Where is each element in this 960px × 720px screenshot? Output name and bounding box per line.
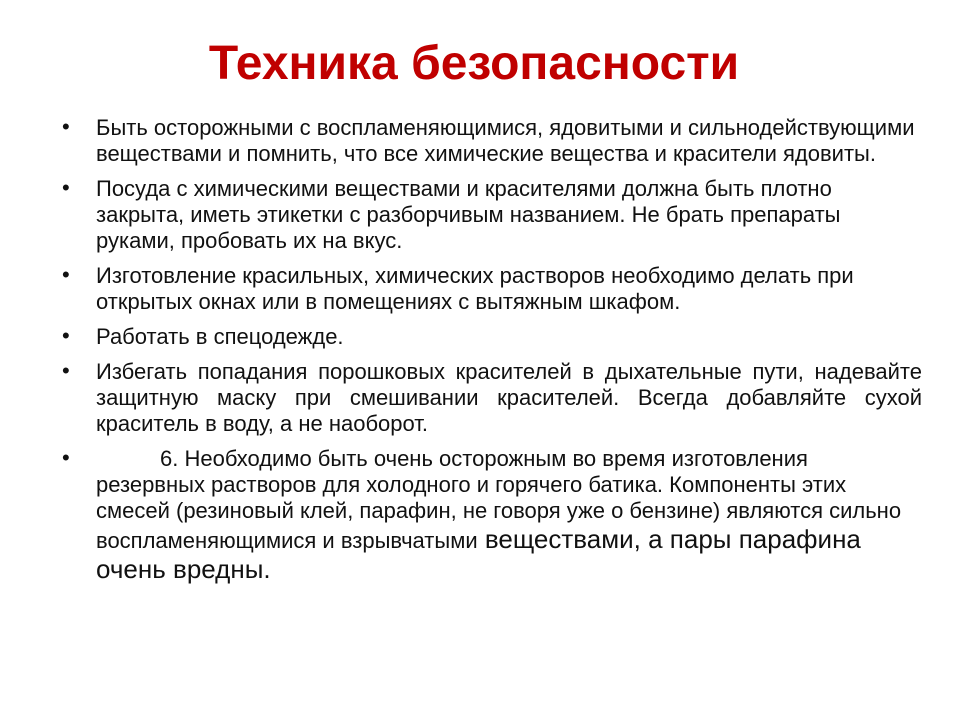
bullet-text: Работать в спецодежде. <box>96 324 344 349</box>
bullet-dot-icon: • <box>62 358 70 383</box>
bullet-text-mixed <box>96 446 922 584</box>
bullet-item <box>62 324 922 350</box>
bullet-dot-icon: • <box>62 445 70 470</box>
slide-title: Техника безопасности <box>208 37 740 90</box>
bullet-item <box>62 359 922 437</box>
bullet-dot-icon: • <box>62 114 70 139</box>
bullet-text: Изготовление красильных, химических растворов необходимо делать при открытых окнах или в помещениях с вытяжным шкафом. <box>96 263 854 314</box>
bullet-text-small: 6. Необходимо быть очень осторожным во время изготовления резервных растворов для холодного и горячего батика. Компоненты этих смесей (резиновый клей, парафин, не говоря уже о бензине) являются сильно воспламеняющимися и взрывчатыми <box>96 446 902 553</box>
bullet-dot-icon: • <box>62 323 70 348</box>
bullet-dot-icon: • <box>62 262 70 287</box>
bullet-text: Избегать попадания порошковых красителей в дыхательные пути, надевайте защитную маску при смешивании красителей. Всегда добавляйте сухой краситель в воду, а не наоборот. <box>96 359 922 436</box>
bullet-text-large: веществами, а пары парафина очень вредны. <box>96 524 861 584</box>
bullet-item <box>62 115 922 167</box>
bullet-item <box>62 176 922 254</box>
bullet-text: Посуда с химическими веществами и красителями должна быть плотно закрыта, иметь этикетки с разборчивым названием. Не брать препараты руками, пробовать их на вкус. <box>96 176 841 253</box>
bullet-list <box>62 115 922 593</box>
bullet-item <box>62 446 922 584</box>
bullet-text: Быть осторожными с воспламеняющимися, ядовитыми и сильнодействующими веществами и помнить, что все химические вещества и красители ядовиты. <box>96 115 915 166</box>
bullet-item <box>62 263 922 315</box>
bullet-dot-icon: • <box>62 175 70 200</box>
